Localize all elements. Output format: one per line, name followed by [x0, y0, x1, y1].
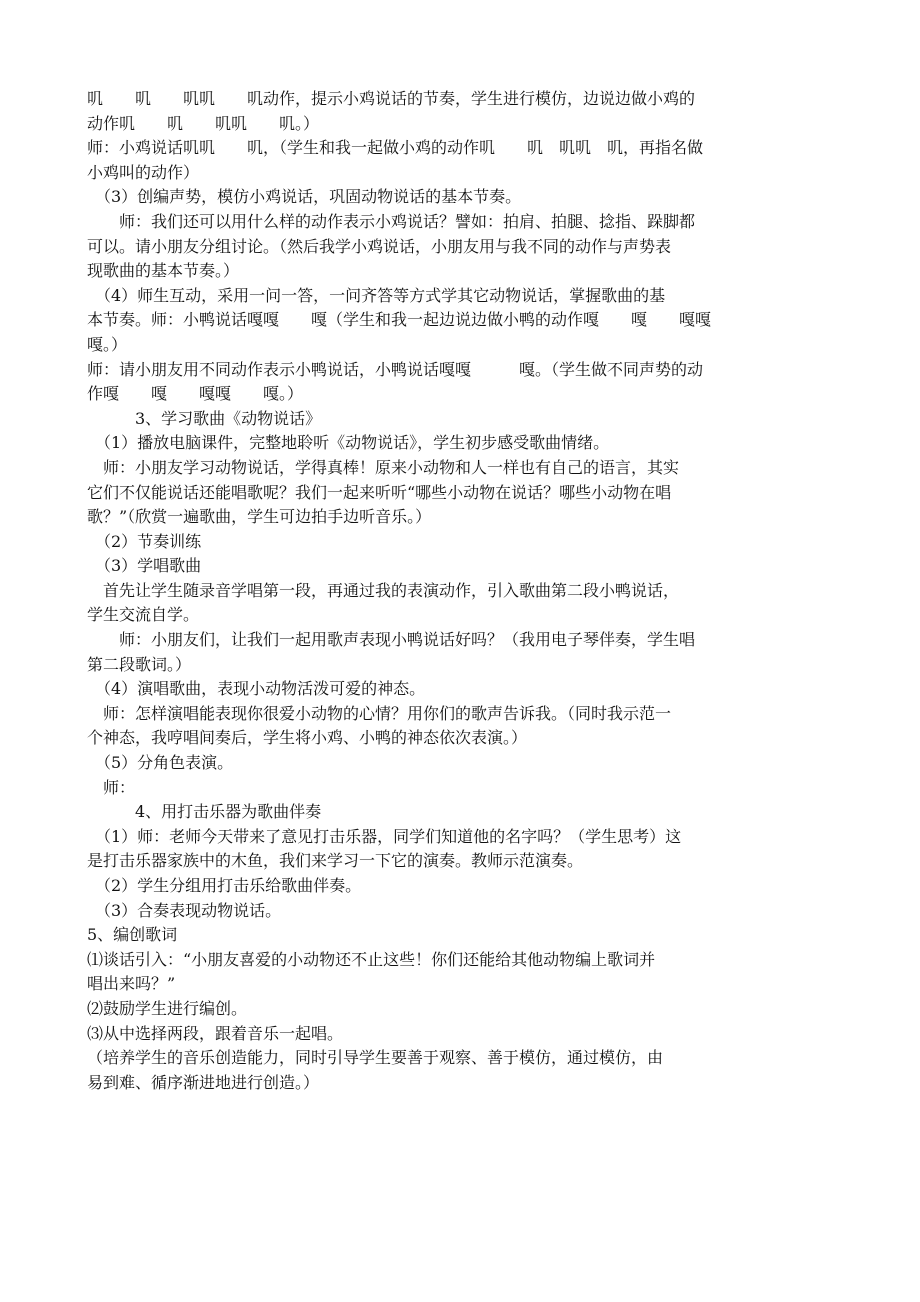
- text-line: （5）分角色表演。: [87, 753, 234, 773]
- text-line: 现歌曲的基本节奏。）: [87, 261, 240, 281]
- text-line: 师：怎样演唱能表现你很爱小动物的心情？用你们的歌声告诉我。（同时我示范一: [87, 703, 672, 723]
- text-line: 第二段歌词。）: [87, 654, 192, 674]
- text-line: （4）师生互动，采用一问一答，一问齐答等方式学其它动物说话，掌握歌曲的基: [87, 285, 666, 305]
- text-line: 师：请小朋友用不同动作表示小鸭说话，小鸭说话嘎嘎 嘎。（学生做不同声势的动: [87, 359, 704, 379]
- document-body: [87, 87, 787, 1095]
- text-line: 动作叽 叽 叽叽 叽。）: [87, 113, 320, 133]
- text-line: （2）学生分组用打击乐给歌曲伴奏。: [87, 876, 362, 895]
- text-line: （2）节奏训练: [87, 531, 202, 551]
- text-line: 易到难、循序渐进地进行创造。）: [87, 1072, 320, 1092]
- text-line: 首先让学生随录音学唱第一段，再通过我的表演动作，引入歌曲第二段小鸭说话，: [87, 580, 680, 600]
- text-line: ⑴谈话引入：“小朋友喜爱的小动物还不止这些！你们还能给其他动物编上歌词并: [87, 949, 656, 969]
- text-line: （3）创编声势，模仿小鸡说话，巩固动物说话的基本节奏。: [87, 187, 522, 207]
- text-line: （4）演唱歌曲，表现小动物活泼可爱的神态。: [87, 679, 426, 699]
- text-line: 叽 叽 叽叽 叽动作，提示小鸡说话的节奏，学生进行模仿，边说边做小鸡的: [87, 89, 696, 108]
- text-line: 学生交流自学。: [87, 605, 200, 625]
- text-line: 师：小鸡说话叽叽 叽，（学生和我一起做小鸡的动作叽 叽 叽叽 叽，再指名做: [87, 138, 704, 158]
- text-line: 歌？”（欣赏一遍歌曲，学生可边拍手边听音乐。）: [87, 507, 432, 527]
- text-line: （1）师：老师今天带来了意见打击乐器，同学们知道他的名字吗？（学生思考）这: [87, 826, 682, 846]
- text-line: 本节奏。师：小鸭说话嘎嘎 嘎（学生和我一起边说边做小鸭的动作嘎 嘎 嘎嘎: [87, 310, 712, 330]
- text-line: 作嘎 嘎 嘎嘎 嘎。）: [87, 384, 304, 404]
- text-line: 师：小朋友学习动物说话，学得真棒！原来小动物和人一样也有自己的语言，其实: [87, 457, 680, 477]
- text-line: ⑶从中选择两段，跟着音乐一起唱。: [87, 1023, 344, 1043]
- text-line: （3）合奏表现动物说话。: [87, 900, 282, 920]
- text-line: 它们不仅能说话还能唱歌呢？我们一起来听听“哪些小动物在说话？哪些小动物在唱: [87, 482, 672, 502]
- text-line: （1）播放电脑课件，完整地聆听《动物说话》，学生初步感受歌曲情绪。: [87, 433, 610, 453]
- text-line: ⑵鼓励学生进行编创。: [87, 998, 248, 1018]
- section-heading: 3、学习歌曲《动物说话》: [87, 408, 322, 428]
- section-heading: 4、用打击乐器为歌曲伴奏: [87, 802, 322, 822]
- section-heading: 5、编创歌词: [87, 925, 178, 945]
- text-line: 唱出来吗？”: [87, 974, 176, 994]
- text-line: 个神态，我哼唱间奏后，学生将小鸡、小鸭的神态依次表演。）: [87, 728, 528, 748]
- text-line: （3）学唱歌曲: [87, 556, 202, 576]
- text-line: 可以。请小朋友分组讨论。（然后我学小鸡说话，小朋友用与我不同的动作与声势表: [87, 236, 672, 256]
- text-line: （培养学生的音乐创造能力，同时引导学生要善于观察、善于模仿，通过模仿，由: [87, 1048, 664, 1068]
- text-line: 师：小朋友们，让我们一起用歌声表现小鸭说话好吗？（我用电子琴伴奏，学生唱: [87, 630, 696, 650]
- text-line: 师：: [87, 777, 136, 797]
- text-line: 小鸡叫的动作）: [87, 162, 200, 182]
- text-line: 是打击乐器家族中的木鱼，我们来学习一下它的演奏。教师示范演奏。: [87, 851, 584, 871]
- text-line: 师：我们还可以用什么样的动作表示小鸡说话？譬如：拍肩、拍腿、捻指、跺脚都: [87, 211, 696, 231]
- text-line: 嘎。）: [87, 334, 128, 354]
